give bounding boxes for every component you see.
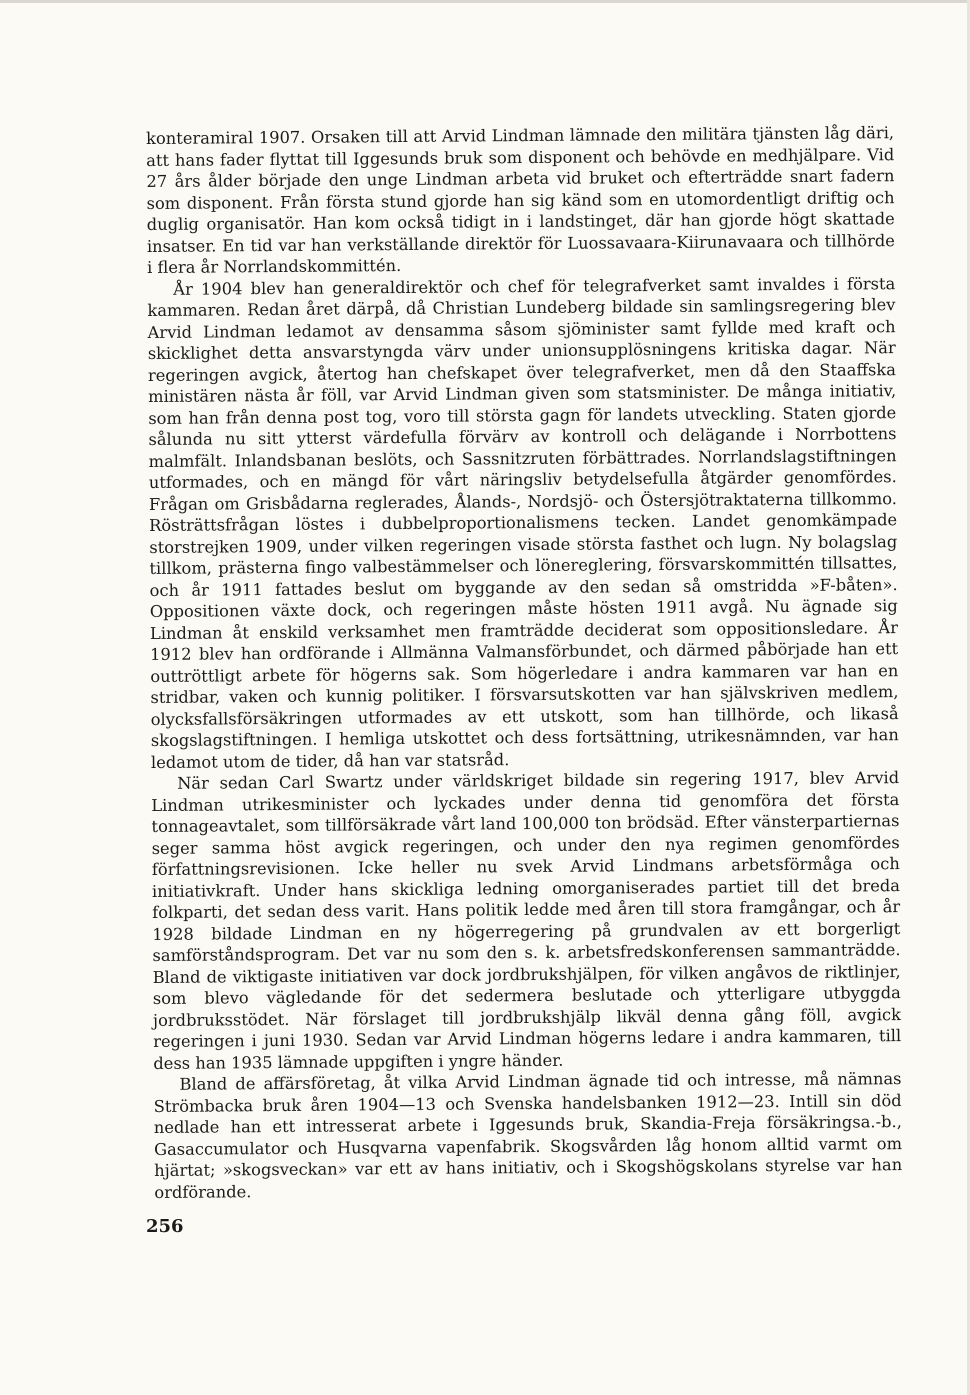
page-top-edge [0, 0, 970, 3]
paragraph-2: År 1904 blev han generaldirektör och chef för telegrafverket samt invaldes i första kammaren. Redan året därpå, då Christian Lundeberg bildade sin samlingsregering blev Arvid Lindman ledamot av densamma såsom sjöminister samt fyllde med kraft och skicklighet detta ansvarstyngda värv under unionsupplösningens kritiska dagar. När regeringen avgick, återtog han chefskapet över telegrafverket, men då den Staaffska ministären nästa år föll, var Arvid Lindman given som statsminister. De många initiativ, som han från denna post tog, voro till största gagn för landets utveckling. Staten gjorde sålunda nu sitt ytterst värdefulla förvärv av kontroll och delägande i Norrbottens malmfält. Inlandsbanan beslöts, och Sassnitzruten förbättrades. Norrlandslagstiftningen utformades, och en mängd för vårt näringsliv betydelsefulla åtgärder genomfördes. Frågan om Grisbådarna reglerades, Ålands-, Nordsjö- och Östersjötraktaterna tillkommo. Rösträttsfrågan löstes i dubbelproportionalismens tecken. Landet genomkämpade storstrejken 1909, under vilken regeringen visade största fasthet och lugn. Ny bolagslag tillkom, prästerna fingo valbestämmelser och lönereglering, försvarskommittén tillsattes, och år 1911 fattades beslut om byggande av den sedan så omstridda »F-båten». Oppositionen växte dock, och regeringen måste hösten 1911 avgå. Nu ägnade sig Lindman åt enskild verksamhet men framträdde deciderat som oppositionsledare. År 1912 blev han ordförande i Allmänna Valmansförbundet, och därmed påbörjade han ett outtröttligt arbete för högerns sak. Som högerledare i andra kammaren var han en stridbar, vaken och kunnig politiker. I försvarsutskotten var han självskriven medlem, olycksfallsförsäkringen utformades av ett utskott, som han tillhörde, och likaså skogslagstiftningen. I hemliga utskottet och dess fortsättning, utrikesnämnden, var han ledamot utom de tider, då han var statsråd. [147, 273, 899, 772]
paragraph-4: Bland de affärsföretag, åt vilka Arvid Lindman ägnade tid och intresse, må nämnas Strömbacka bruk åren 1904—13 och Svenska handelsbanken 1912—23. Intill sin död nedlade han ett intresserat arbete i Iggesunds bruk, Skandia-Freja försäkringsa.-b., Gasaccumulator och Husqvarna vapenfabrik. Skogsvården låg honom alltid varmt om hjärtat; »skogsveckan» var ett av hans initiativ, och i Skogshögskolans styrelse var han ordförande. [153, 1069, 903, 1202]
paragraph-3: När sedan Carl Swartz under världskriget bildade sin regering 1917, blev Arvid Lindman utrikesminister och lyckades under denna tid genomföra det första tonnageavtalet, som tillförsäkrade vårt land 100,000 ton brödsäd. Efter vänsterpartiernas seger samma höst avgick regeringen, och under den nya regimen genomfördes författningsrevisionen. Icke heller nu svek Arvid Lindmans arbetsförmåga och initiativkraft. Under hans skickliga ledning omorganiserades partiet till det breda folkparti, det sedan dess varit. Hans politik ledde med åren till stora framgångar, och år 1928 bildade Lindman en ny högerregering på grundvalen av ett borgerligt samförståndsprogram. Det var nu som den s. k. arbetsfredskonferensen sammanträdde. Bland de viktigaste initiativen var dock jordbrukshjälpen, för vilken angåvos de riktlinjer, som blevo vägledande för det sedermera beslutade och ytterligare utbyggda jordbruksstödet. När förslaget till jordbrukshjälp likväl denna gång föll, avgick regeringen i juni 1930. Sedan var Arvid Lindman högerns ledare i andra kammaren, till dess han 1935 lämnade uppgiften i yngre händer. [151, 768, 902, 1073]
page-number: 256 [146, 1216, 184, 1237]
body-text [146, 122, 902, 1203]
paragraph-1: konteramiral 1907. Orsaken till att Arvid Lindman lämnade den militära tjänsten låg däri, att hans fader flyttat till Iggesunds bruk som disponent och behövde en medhjälpare. Vid 27 års ålder började den unge Lindman arbeta vid bruket och efterträdde snart fadern som disponent. Från första stund gjorde han sig känd som en utomordentligt driftig och duglig organisatör. Han kom också tidigt in i landstinget, där han gjorde högt skattade insatser. En tid var han verkställande direktör för Luossavaara-Kiirunavaara och tillhörde i flera år Norrlandskommittén. [146, 123, 895, 277]
